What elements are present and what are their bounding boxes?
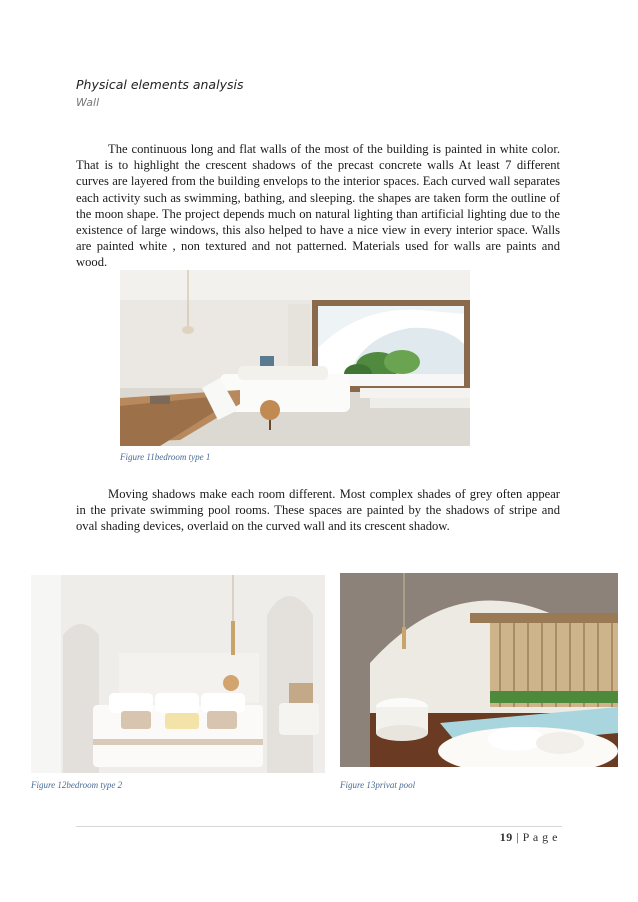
section-subheading: Wall bbox=[76, 96, 100, 109]
figure-bedroom-type-1-image bbox=[120, 270, 470, 446]
footer-divider bbox=[76, 826, 562, 827]
figure-private-pool-caption: Figure 13privat pool bbox=[340, 780, 416, 790]
figure-bedroom-type-1-caption: Figure 11bedroom type 1 bbox=[120, 452, 211, 462]
page-label: P a g e bbox=[522, 830, 558, 844]
paragraph-walls: The continuous long and flat walls of the most of the building is painted in white color. That is to highlight the crescent shadows of the precast concrete walls At least 7 different curves are layered from the building envelops to the interior spaces. Each curved wall separates each activity such as swimming, bathing, and sleeping. the shapes are taken form the outline of the moon shape. The project depends much on natural lighting than artificial lighting due to the existence of large windows, this also helped to have a nice view in every interior space. Walls are painted white , non textured and not patterned. Materials used for walls are paints and wood. bbox=[76, 142, 560, 270]
paragraph-shadows: Moving shadows make each room different. Most complex shades of grey often appear in the private swimming pool rooms. These spaces are painted by the shadows of stripe and oval shading devices, overlaid on the curved wall and its crescent shadow. bbox=[76, 487, 560, 534]
page-footer bbox=[500, 830, 558, 845]
figure-private-pool-image bbox=[340, 573, 618, 767]
page-separator: | bbox=[516, 830, 520, 844]
section-heading: Physical elements analysis bbox=[76, 77, 244, 92]
page-number: 19 bbox=[499, 830, 513, 844]
figure-bedroom-type-2-caption: Figure 12bedroom type 2 bbox=[31, 780, 123, 790]
figure-bedroom-type-2-image bbox=[31, 575, 325, 773]
